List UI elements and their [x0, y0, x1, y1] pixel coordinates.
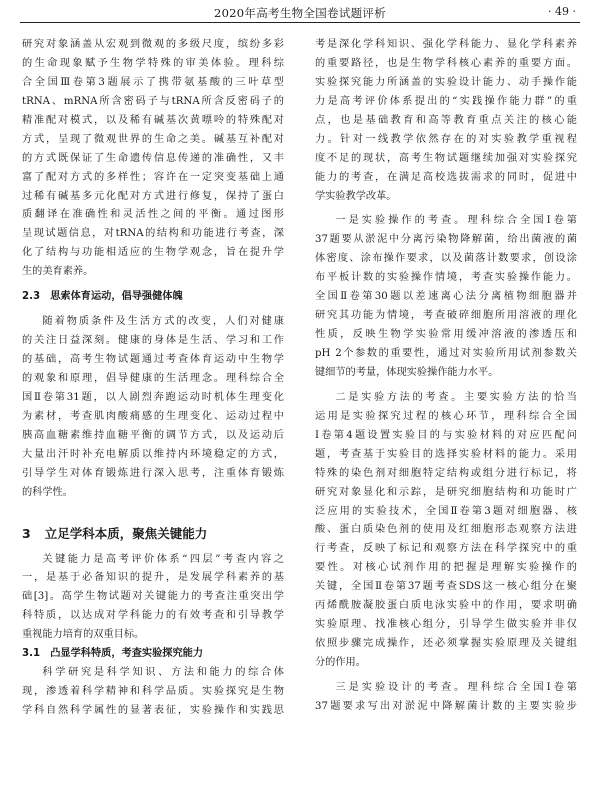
section-heading-3	[22, 523, 284, 545]
page-number: · 49 ·	[548, 5, 576, 18]
text-line: 方式，呈现了微观世界的生命之美。碱基互补配对	[22, 133, 284, 145]
text-line: 行考查，反映了标记和观察方法在科学探究中的重	[315, 543, 577, 555]
text-line: 体密度、涂布操作要求，以及菌落计数要求，创设涂	[315, 253, 577, 265]
text-line: 丙烯酰胺凝胶蛋白质电泳实验中的作用，要求明确	[315, 600, 577, 612]
text-line: 的基础，高考生物试题通过考查体育运动中生物学	[22, 354, 284, 365]
text-line: 呈现试题信息，对tRNA的结构和功能进行考查，深	[22, 228, 284, 240]
text-line: 化了结构与功能相适应的生物学观念，旨在提升学	[22, 247, 284, 259]
text-line: 胰高血糖素维持血糖平衡的调节方式，以及运动后	[22, 429, 284, 441]
text-line: 特殊的染色剂对细胞特定结构或组分进行标记，将	[315, 467, 577, 479]
text-line: 力是高考评价体系提出的“实践操作能力群”的重	[315, 95, 577, 107]
text-line: 布平板计数的实验操作情境，考查实验操作能力。	[315, 272, 577, 284]
header-divider	[20, 22, 580, 23]
text-line: 37题要从淤泥中分离污染物降解菌，给出菌液的菌	[315, 234, 577, 246]
text-line: 生的美育素养。	[22, 266, 94, 278]
paragraph-key-abilities	[22, 551, 284, 646]
text-line: 37题要求写出对淤泥中降解菌计数的主要实验步	[315, 700, 577, 712]
text-line: 的方式既保证了生命遗传信息传递的准确性，又丰	[22, 152, 284, 164]
paragraph-experimental-operation	[315, 212, 577, 382]
text-line: 实验原理、找准核心组分，引导学生做实验并非仅	[315, 619, 577, 631]
text-line: 学科自然科学属性的显著表征，实验操作和实践思	[22, 705, 284, 716]
section-heading-3-1: 3.1 凸显学科特质，考查实验探究能力	[22, 648, 204, 660]
text-line: 精准配对模式，以及稀有碱基次黄嘌呤的特殊配对	[22, 114, 284, 126]
text-line: pH 2个参数的重要性，通过对实验所用试剂参数关	[315, 348, 577, 359]
text-line: 学实验教学改革。	[315, 190, 397, 202]
text-line: 能力的考查，在满足高校选拔需求的同时，促进中	[315, 171, 577, 183]
text-line: 的重要路径，也是生物学科核心素养的重要方面。	[315, 57, 577, 69]
section-number: 3	[22, 525, 31, 541]
text-line: 实验探究能力所涵盖的实验设计能力、动手操作能	[315, 76, 577, 88]
text-line: 一，是基于必备知识的提升，是发展学科素养的基	[22, 572, 284, 584]
paragraph-inquiry-ability	[315, 36, 577, 206]
text-line: 关键能力是高考评价体系“四层”考查内容之	[42, 553, 284, 565]
text-line: 为素材，考查肌肉酸痛感的生理变化、运动过程中	[22, 410, 284, 422]
text-line: 的科学性。	[22, 486, 73, 498]
text-line: 研究对象显化和示踪，是研究细胞结构和功能时广	[315, 486, 577, 498]
text-line: 的观象和原理，倡导健康的生活理念。理科综合全	[22, 372, 284, 384]
text-line: 考是深化学科知识、强化学科能力、显化学科素养	[315, 39, 577, 50]
text-line: 一是实验操作的考查。理科综合全国Ⅰ卷第	[335, 215, 577, 227]
paragraph-tail-aesthetics	[22, 36, 284, 282]
text-line: 富了配对方式的多样性；容许在一定突变基础上通	[22, 171, 284, 183]
text-line: 键细节的考量，体现实验操作能力水平。	[315, 366, 499, 378]
text-line: 合全国Ⅲ卷第3题展示了携带氨基酸的三叶草型	[22, 76, 284, 88]
text-line: 现，渗透着科学精神和科学品质。实验探究是生物	[22, 686, 284, 698]
text-line: 的关注日益深刻。健康的身体是生活、学习和工作	[22, 335, 284, 347]
text-line: 要性。对核心试剂作用的把握是理解实验操作的	[315, 562, 577, 574]
text-line: 关键，全国Ⅱ卷第37题考查SDS这一核心组分在聚	[315, 581, 577, 593]
text-line: 题，考查基于实验目的选择实验材料的能力。采用	[315, 448, 577, 460]
text-line: 研究对象涵盖从宏观到微观的多级尺度，缤纷多彩	[22, 39, 284, 50]
left-column	[22, 36, 284, 721]
text-line: 研究其功能为情境，考查破碎细胞所用溶液的理化	[315, 310, 577, 322]
text-line: 运用是实验探究过程的核心环节，理科综合全国	[315, 410, 577, 422]
text-line: tRNA、mRNA所含密码子与tRNA所含反密码子的	[22, 95, 284, 107]
text-line: 度不足的现状，高考生物试题继续加强对实验探究	[315, 152, 577, 164]
text-line: 随着物质条件及生活方式的改变，人们对健康	[42, 316, 284, 328]
text-line: Ⅰ卷第4题设置实验目的与实验材料的对应匹配问	[315, 429, 577, 441]
paragraph-sports-health	[22, 313, 284, 502]
text-line: 性质，反映生物学实验常用缓冲溶液的渗透压和	[315, 329, 577, 341]
text-line: 大量出汗时补充电解质以维持内环境稳定的方式，	[22, 448, 284, 460]
text-line: 点，也是基础教育和高等教育重点关注的核心能	[315, 114, 577, 126]
paragraph-experimental-methods	[315, 389, 577, 673]
text-line: 科特质，以达成对学科能力的有效考查和引导教学	[22, 610, 284, 622]
running-header	[0, 0, 600, 22]
text-line: 质翻译在准确性和灵活性之间的平衡。通过图形	[22, 209, 284, 221]
text-line: 全国Ⅱ卷第30题以差速离心法分离植物细胞器并	[315, 291, 577, 303]
text-line: 础[3]。高学生物试题对关键能力的考查注重突出学	[22, 591, 284, 603]
text-line: 三是实验设计的考查。理科综合全国Ⅰ卷第	[335, 681, 577, 693]
journal-header-title: 2020年高考生物全国卷试题评析	[213, 6, 387, 20]
text-line: 过稀有碱基多元化配对方式进行修复，保持了蛋白	[22, 190, 284, 202]
text-line: 泛应用的实验技术，全国Ⅱ卷第3题对细胞器、核	[315, 505, 577, 517]
text-line: 的生命现象赋予生物学特殊的审美体验。理科综	[22, 57, 284, 69]
section-heading-2-3: 2.3 思索体育运动，倡导强健体魄	[22, 291, 183, 303]
right-column	[315, 36, 577, 717]
text-line: 科学研究是科学知识、方法和能力的综合体	[42, 667, 284, 679]
text-line: 二是实验方法的考查。主要实验方法的恰当	[335, 391, 577, 403]
text-line: 分的作用。	[315, 657, 366, 668]
text-line: 力。针对一线教学依然存在的对实验教学重视程	[315, 133, 577, 145]
paragraph-experimental-inquiry	[22, 664, 284, 721]
text-line: 国Ⅱ卷第31题，以人剧烈奔跑运动时机体生理变化	[22, 391, 284, 403]
text-line: 酸、蛋白质染色剂的使用及红细胞形态观察方法进	[315, 524, 577, 536]
paragraph-experimental-design	[315, 679, 577, 717]
text-line: 重视能力培育的双重目标。	[22, 629, 145, 641]
section-title: 立足学科本质，聚焦关键能力	[44, 525, 208, 541]
text-line: 依照步骤完成操作，还必须掌握实验原理及关键组	[315, 638, 577, 650]
text-line: 引导学生对体育锻炼进行深入思考，注重体育锻炼	[22, 467, 284, 479]
